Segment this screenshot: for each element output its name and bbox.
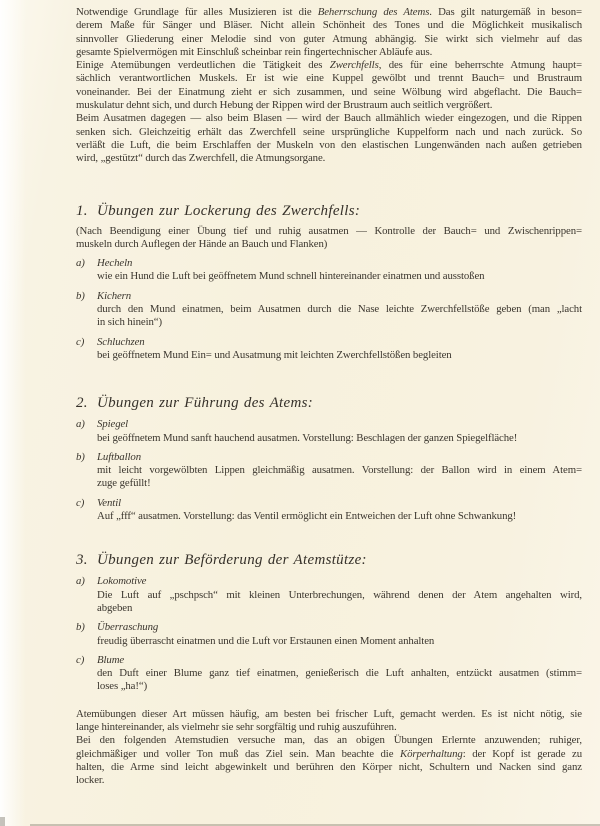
scan-corner-artifact [0,817,5,826]
section [76,202,582,363]
exercise-note [76,225,582,252]
item-title: Blume [97,653,125,666]
item-description [76,589,582,616]
page-left-edge-highlight [0,0,26,826]
item-description [76,349,582,362]
heading-number: 2. [76,395,88,412]
intro-paragraph [76,6,582,59]
exercise-item [76,418,582,445]
heading-title: Übungen zur Lockerung des Zwerchfells: [97,202,361,219]
text-line: wird, „gestützt“ durch das Zwerchfell, die Atmungsorgane. [76,152,326,165]
text-line: Notwendige Grundlage für alles Musizieren ist die Beherrschung des Atems. Das gilt naturgemäß in beson= [76,6,583,18]
item-label: a) [76,418,85,431]
exercise-item [76,497,582,524]
item-label: b) [76,450,85,463]
closing-paragraph [76,734,582,787]
item-description-line: freudig überrascht einatmen und die Luft vor Erstaunen einen Moment anhalten [97,634,435,647]
item-description-line: abgeben [97,601,133,614]
section [76,551,582,693]
text-line: voneinander. Bei der Einatmung zieht er sich zusammen, und seine Wölbung wird abgeflacht. Die Bauch= [76,85,582,98]
heading-title: Übungen zur Führung des Atems: [97,395,314,412]
section [76,394,582,523]
item-description [76,667,582,694]
text-line: (Nach Beendigung einer Übung tief und ruhig ausatmen — Kontrolle der Bauch= und Zwischenrippen= [76,224,582,237]
text-line: sinnvoller Gliederung einer Melodie sind von guter Atmung abhängig. Sie wirkt sich vielmehr auf das [76,32,582,45]
text-line: sächlich verantwortlichen Muskels. Er ist wie eine Kuppel gewölbt und trennt Bauch= und Brustraum [76,72,582,85]
intro-paragraph [76,112,582,165]
exercise-item [76,290,582,330]
text-line: verläßt die Luft, die beim Erschlaffen der Muskeln von den elastischen Lungenwänden nach außen getrieben [76,138,582,151]
section-heading [76,394,582,412]
item-label: b) [76,289,85,302]
text-line: senken sich. Gleichzeitig erhält das Zwerchfell seine ursprüngliche Kuppelform nach und nach zurück. So [76,125,582,138]
item-title: Luftballon [97,450,141,463]
item-heading [76,621,582,634]
item-description [76,464,582,491]
item-title: Ventil [97,496,121,509]
item-label: a) [76,575,85,588]
text-line: Beim Ausatmen dagegen — also beim Blasen — wird der Bauch allmählich wieder eingezogen, und die Rippen [76,112,582,125]
section-heading [76,551,582,569]
heading-title: Übungen zur Beförderung der Atemstütze: [97,552,367,569]
item-description-line: bei geöffnetem Mund Ein= und Ausatmung mit leichten Zwerchfellstößen begleiten [97,348,452,361]
item-description-line: zuge gefüllt! [97,477,151,490]
exercise-item [76,654,582,694]
item-title: Kichern [97,289,132,302]
item-description-line: mit leicht vorgewölbten Lippen gleichmäßig ausatmen. Vorstellung: der Ballon wird in einem Atem= [97,464,582,477]
section-heading [76,202,582,220]
item-heading [76,654,582,667]
intro-paragraph [76,59,582,112]
item-description-line: loses „ha!“) [97,680,148,693]
text-line: Atemübungen dieser Art müssen häufig, am besten bei frischer Luft, gemacht werden. Es ist nicht nötig, sie [76,707,582,720]
item-heading [76,290,582,303]
item-description-line: durch den Mund einatmen, beim Ausatmen durch die Nase leichte Zwerchfellstöße geben (man „lacht [97,303,582,316]
item-label: c) [76,335,85,348]
text-line: Einige Atemübungen verdeutlichen die Tätigkeit des Zwerchfells, des für eine beherrschte Atmung haupt= [76,59,582,72]
page-content [76,6,582,787]
item-description [76,635,582,648]
item-title: Lokomotive [97,575,147,588]
text-line: gesamte Spielvermögen mit Einschluß scheinbar rein fingertechnischer Abläufe aus. [76,45,433,58]
text-line: Bei den folgenden Atemstudien versuche man, das an obigen Übungen Erlernte anzuwenden; ruhiger, [76,734,582,747]
exercise-item [76,451,582,491]
exercise-item [76,257,582,284]
item-heading [76,575,582,588]
item-title: Überraschung [97,621,159,634]
text-line: locker. [76,774,105,787]
item-description-line: bei geöffnetem Mund sanft hauchend ausatmen. Vorstellung: Beschlagen der ganzen Spiegelfläche! [97,431,518,444]
item-description [76,303,582,330]
item-description [76,510,582,523]
item-label: b) [76,621,85,634]
item-description-line: in sich hinein“) [97,316,162,329]
item-description-line: Auf „fff“ ausatmen. Vorstellung: das Ventil ermöglicht ein Entweichen der Luft ohne Schwankung! [97,510,517,523]
item-heading [76,257,582,270]
item-title: Spiegel [97,418,129,431]
closing-paragraph [76,708,582,735]
exercise-item [76,575,582,615]
item-label: c) [76,653,85,666]
item-title: Hecheln [97,257,133,270]
item-label: a) [76,257,85,270]
text-line: lange hintereinander, als vielmehr sie sehr sorgfältig und ruhig auszuführen. [76,720,397,733]
item-heading [76,497,582,510]
item-description-line: Die Luft auf „pschpsch“ mit kleinen Unterbrechungen, während denen der Atem angehalten wird, [97,588,582,601]
text-line: derem Maße für Sänger und Bläser. Nicht allein Schönheit des Tones und die Möglichkeit musikalisch [76,19,582,32]
heading-number: 3. [76,552,88,569]
exercise-item [76,621,582,648]
text-line: gleichmäßiger und voller Ton muß das Ziel sein. Man beachte die Körperhaltung: der Kopf ist gerade zu [76,747,582,760]
text-line: halten, die Arme sind leicht abgewinkelt und berühren den Körper nicht, Schultern und Nacken sind ganz [76,760,582,773]
item-description [76,270,582,283]
item-heading [76,418,582,431]
item-label: c) [76,496,85,509]
item-description-line: den Duft einer Blume ganz tief einatmen, genießerisch die Luft anhalten, entzückt ausatmen (stimm= [97,667,582,680]
text-line: muskeln durch Auflegen der Hände an Bauch und Flanken) [76,237,328,250]
item-description-line: wie ein Hund die Luft bei geöffnetem Mund schnell hintereinander einatmen und ausstoßen [97,270,485,283]
heading-number: 1. [76,202,88,219]
item-title: Schluchzen [97,335,145,348]
item-heading [76,336,582,349]
item-heading [76,451,582,464]
text-line: muskulatur dehnt sich, und durch Hebung der Rippen wird der Brustraum auch seitlich vergrößert. [76,99,493,112]
item-description [76,432,582,445]
exercise-item [76,336,582,363]
